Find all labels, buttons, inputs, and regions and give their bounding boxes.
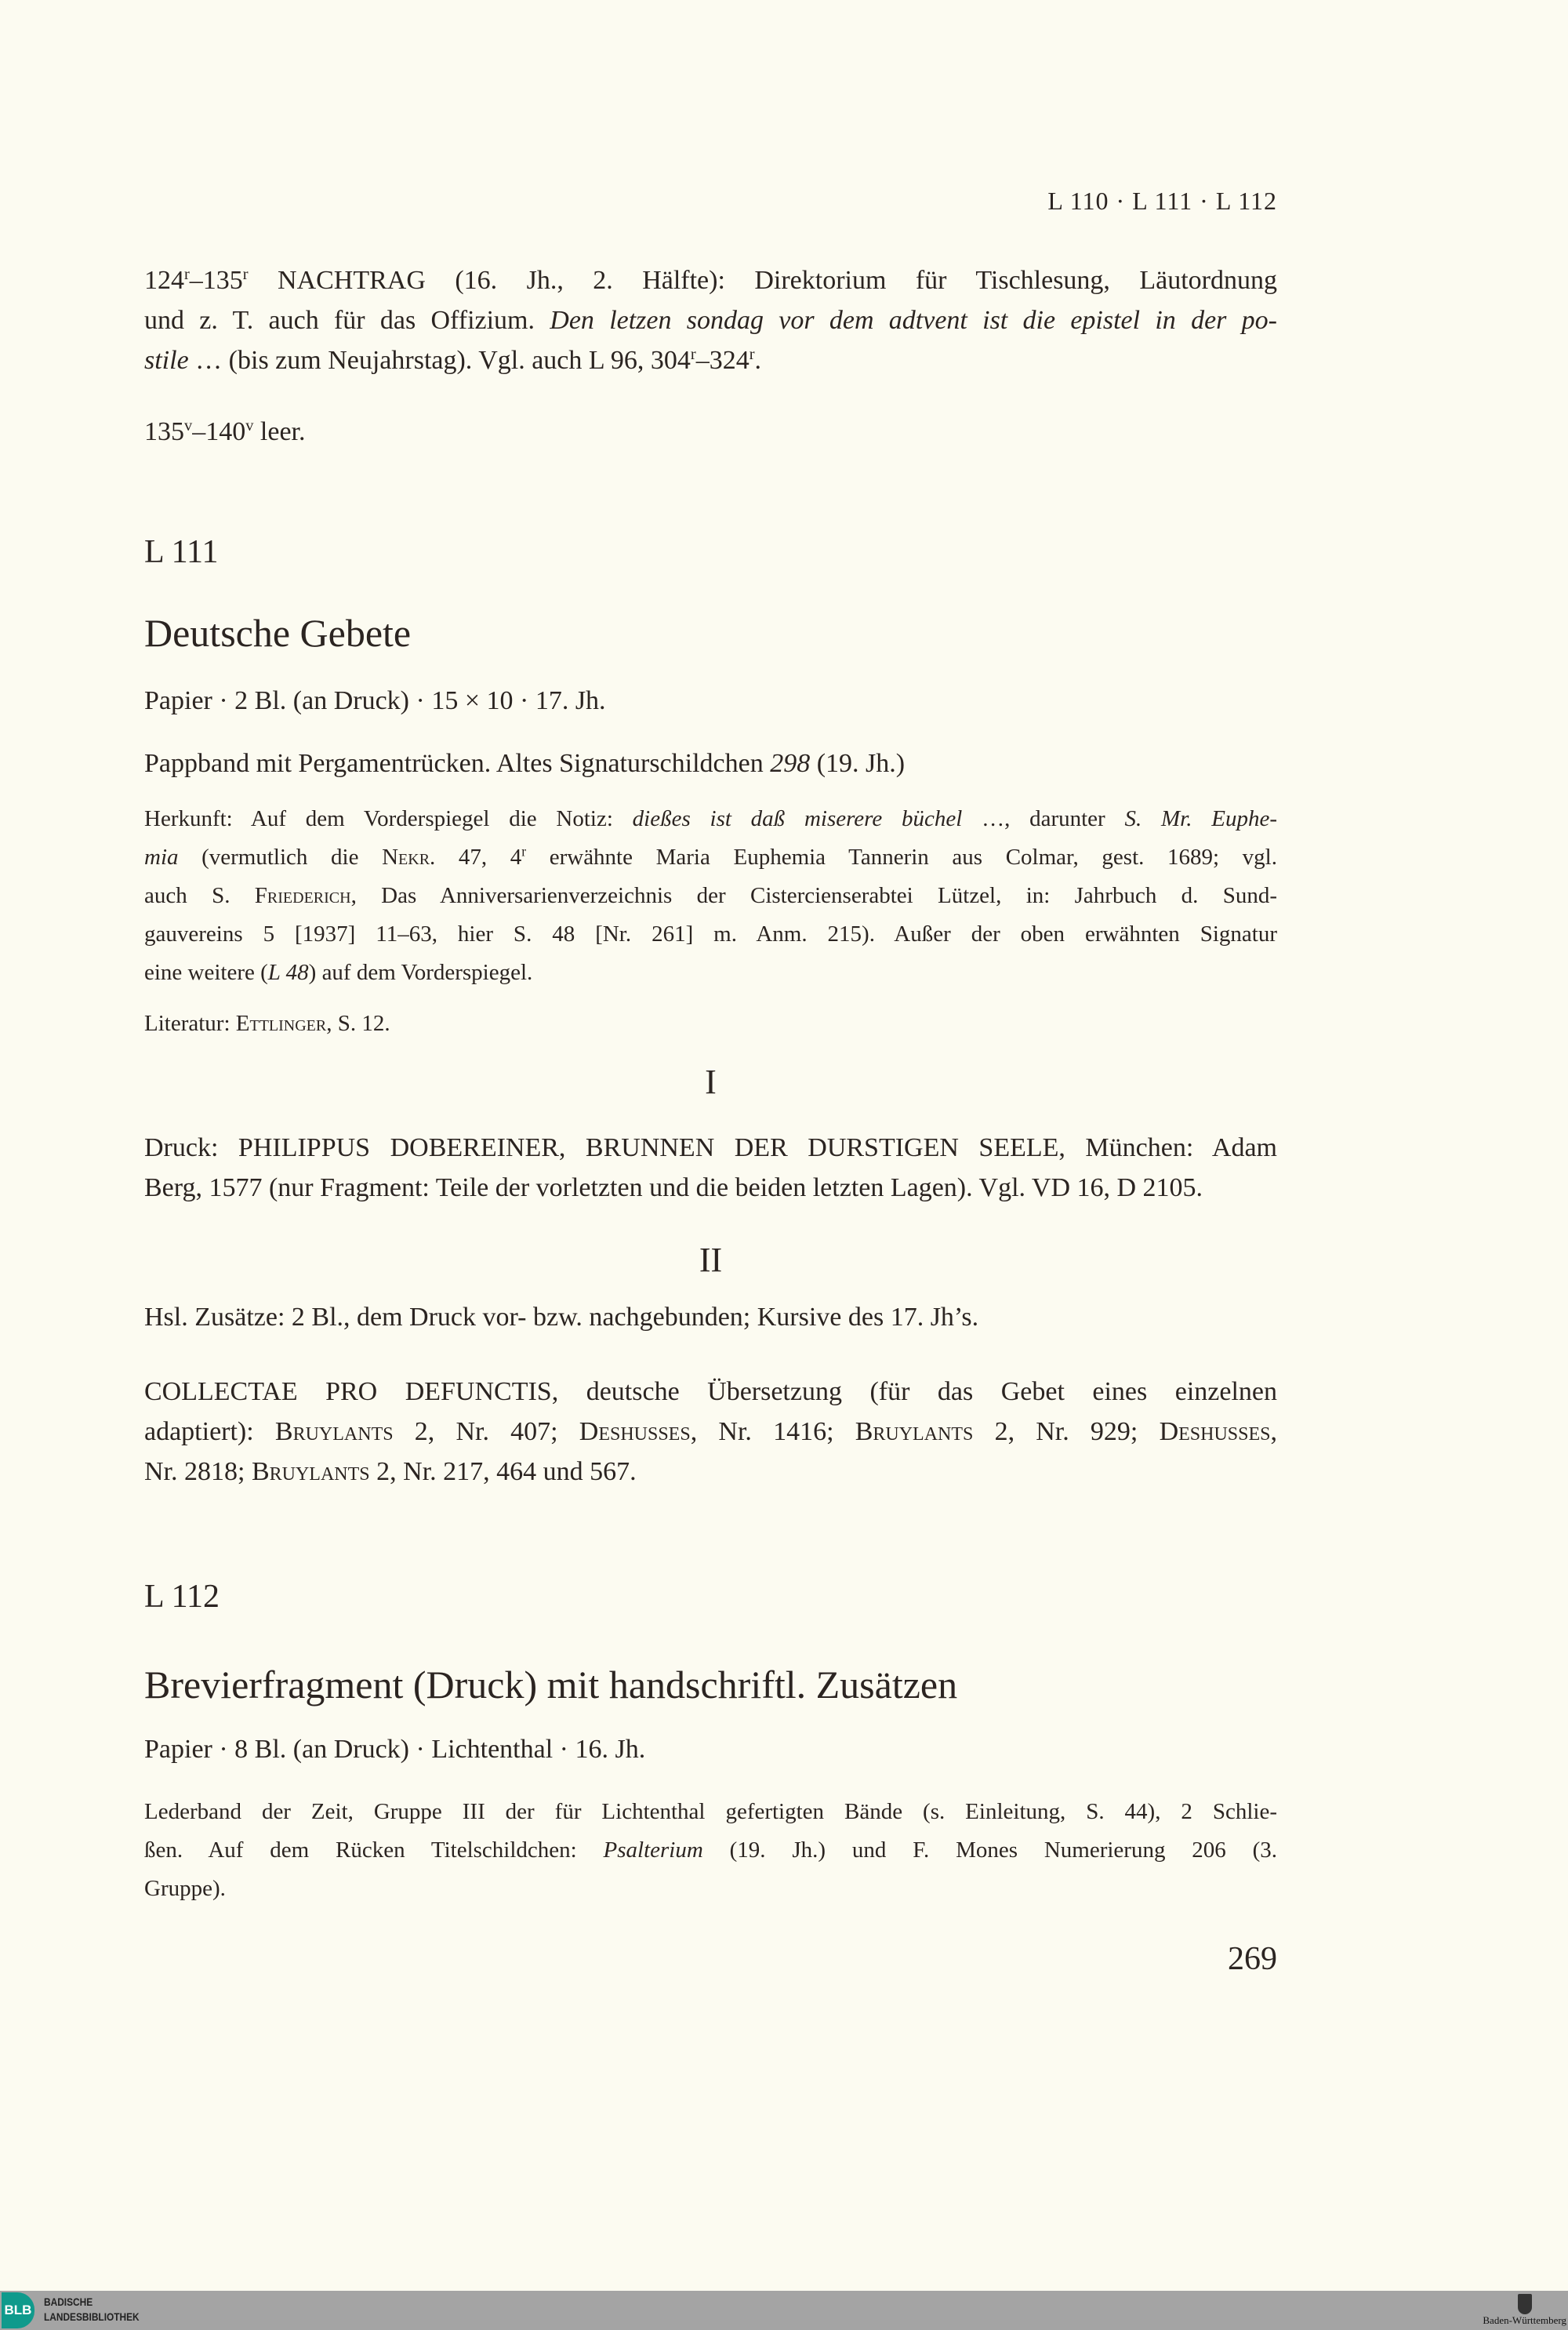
text-run: Herkunft: Auf dem Vorderspiegel die Notiz: <box>144 806 633 831</box>
small-caps-text: Deshusses <box>579 1417 691 1446</box>
small-caps-text: Deshusses <box>1159 1417 1271 1446</box>
text-line <box>144 1452 1277 1492</box>
text-run: Lederband der Zeit, Gruppe III der für Lichtenthal gefertigten Bände (s. Einleitung, S. 44), 2 Schlie- <box>144 1799 1277 1824</box>
library-name[interactable] <box>44 2295 140 2325</box>
text-run: leer. <box>253 417 306 446</box>
page-number: 269 <box>1228 1941 1277 1977</box>
text-run: , Nr. 1416; <box>690 1417 855 1446</box>
text-run: (vermutlich die <box>178 845 383 870</box>
text-run: 135 <box>144 417 184 446</box>
library-name-line2: LANDESBIBLIOTHEK <box>44 2310 140 2323</box>
small-caps-text: Ettlinger <box>235 1011 327 1036</box>
text-line <box>144 1005 1277 1043</box>
text-line <box>144 260 1277 300</box>
text-run: ßen. Auf dem Rücken Titelschildchen: <box>144 1837 604 1863</box>
l111-print-description <box>144 1128 1277 1208</box>
text-line <box>144 954 1277 992</box>
running-head: L 110 · L 111 · L 112 <box>1047 187 1277 215</box>
l111-collectae <box>144 1372 1277 1492</box>
superscript: v <box>245 416 254 434</box>
italic-text: Psalterium <box>603 1837 703 1863</box>
italic-text: 298 <box>770 749 811 778</box>
small-caps-text: Bruylants <box>251 1457 370 1486</box>
text-run: eine weitere ( <box>144 960 268 985</box>
text-run: auch S. <box>144 883 255 908</box>
text-line <box>144 1128 1277 1168</box>
text-line <box>144 300 1277 340</box>
text-run: Nr. 2818; <box>144 1457 252 1486</box>
text-run: Gruppe). <box>144 1876 226 1901</box>
l111-title: Deutsche Gebete <box>144 611 412 655</box>
nachtrag-paragraph <box>144 260 1277 380</box>
text-run: (19. Jh.) <box>810 749 906 778</box>
italic-text: dießes ist daß miserere büchel <box>632 806 963 831</box>
text-run: Literatur: <box>144 1011 236 1036</box>
text-run: 2, Nr. 929; <box>973 1417 1160 1446</box>
text-run: Papier · 8 Bl. (an Druck) · Lichtenthal · 16. Jh. <box>144 1735 646 1764</box>
text-line <box>144 1168 1277 1208</box>
text-run: Berg, 1577 (nur Fragment: Teile der vorletzten und die beiden letzten Lagen). Vgl. VD 16, D 2105. <box>144 1173 1203 1202</box>
text-run: Papier · 2 Bl. (an Druck) · 15 × 10 · 17. Jh. <box>144 686 606 715</box>
text-run: COLLECTAE PRO DEFUNCTIS, deutsche Übersetzung (für das Gebet eines einzelnen <box>144 1377 1277 1406</box>
text-line <box>144 800 1277 838</box>
text-line <box>144 340 1277 380</box>
l112-physical-description <box>144 1729 1277 1769</box>
superscript: r <box>521 843 527 860</box>
small-caps-text: Bruylants <box>855 1417 974 1446</box>
part-heading-ii: II <box>699 1241 723 1279</box>
leer-paragraph <box>144 412 1277 452</box>
superscript: r <box>690 345 696 363</box>
text-run: . <box>754 346 761 375</box>
text-line <box>144 1372 1277 1412</box>
text-line <box>144 1831 1277 1870</box>
l111-literature <box>144 1005 1277 1043</box>
text-run: …, darunter <box>962 806 1125 831</box>
text-run: , <box>1270 1417 1277 1446</box>
italic-text: Den letzen sondag vor dem adtvent ist die epistel in der po- <box>550 306 1277 335</box>
text-run: ) auf dem Vorderspiegel. <box>308 960 533 985</box>
superscript: r <box>184 265 190 283</box>
small-caps-text: Bruylants <box>274 1417 394 1446</box>
italic-text: L 48 <box>267 960 309 985</box>
text-run: gauvereins 5 [1937] 11–63, hier S. 48 [Nr. 261] m. Anm. 215). Außer der oben erwähnten Signatur <box>144 921 1277 947</box>
text-run: , Das Anniversarienverzeichnis der Cistercienserabtei Lützel, in: Jahrbuch d. Sund- <box>350 883 1277 908</box>
text-run: … (bis zum Neujahrstag). Vgl. auch L 96, 304 <box>188 346 691 375</box>
l111-physical-description <box>144 681 1277 721</box>
text-run: , S. 12. <box>326 1011 390 1036</box>
text-line <box>144 838 1277 877</box>
small-caps-text: Friederich <box>254 883 351 908</box>
text-run: Druck: PHILIPPUS DOBEREINER, BRUNNEN DER DURSTIGEN SEELE, München: Adam <box>144 1133 1277 1162</box>
l111-binding <box>144 743 1277 783</box>
superscript: r <box>749 345 755 363</box>
text-run: –324 <box>695 346 750 375</box>
text-line <box>144 681 1277 721</box>
superscript: v <box>184 416 193 434</box>
text-run: Pappband mit Pergamentrücken. Altes Signaturschildchen <box>144 749 771 778</box>
text-run: –140 <box>192 417 246 446</box>
text-line <box>144 743 1277 783</box>
l111-signature: L 111 <box>144 534 219 570</box>
text-line <box>144 1870 1277 1908</box>
text-run: Hsl. Zusätze: 2 Bl., dem Druck vor- bzw. nachgebunden; Kursive des 17. Jh’s. <box>144 1303 979 1332</box>
part-heading-i: I <box>705 1063 717 1101</box>
library-name-line1: BADISCHE <box>44 2295 93 2308</box>
text-run: (19. Jh.) und F. Mones Numerierung 206 (3. <box>702 1837 1277 1863</box>
text-line <box>144 1297 1277 1337</box>
text-run: 124 <box>144 266 184 295</box>
l112-title: Brevierfragment (Druck) mit handschriftl. Zusätzen <box>144 1663 958 1707</box>
library-footer-bar <box>0 2291 1568 2330</box>
text-line <box>144 412 1277 452</box>
text-run: 2, Nr. 407; <box>393 1417 579 1446</box>
l111-handwritten-additions <box>144 1297 1277 1337</box>
text-line <box>144 877 1277 915</box>
text-run: –135 <box>189 266 243 295</box>
text-run: und z. T. auch für das Offizium. <box>144 306 550 335</box>
small-caps-text: Nekr. <box>382 845 436 870</box>
text-run: 2, Nr. 217, 464 und 567. <box>369 1457 637 1486</box>
italic-text: mia <box>144 845 179 870</box>
l111-provenance <box>144 800 1277 992</box>
superscript: r <box>242 265 249 283</box>
text-run: NACHTRAG (16. Jh., 2. Hälfte): Direktorium für Tischlesung, Läutordnung <box>248 266 1277 295</box>
italic-text: S. Mr. Euphe- <box>1124 806 1277 831</box>
state-name[interactable]: Baden-Württemberg <box>1483 2314 1566 2326</box>
text-line <box>144 1412 1277 1452</box>
italic-text: stile <box>144 346 189 375</box>
text-line <box>144 1793 1277 1831</box>
l112-binding <box>144 1793 1277 1908</box>
l112-signature: L 112 <box>144 1579 220 1615</box>
text-run: erwähnte Maria Euphemia Tannerin aus Colmar, gest. 1689; vgl. <box>526 845 1277 870</box>
text-line <box>144 915 1277 954</box>
text-run: 47, 4 <box>435 845 522 870</box>
coat-of-arms-icon <box>1518 2294 1532 2314</box>
blb-logo[interactable]: BLB <box>2 2292 34 2328</box>
text-line <box>144 1729 1277 1769</box>
text-run: adaptiert): <box>144 1417 275 1446</box>
